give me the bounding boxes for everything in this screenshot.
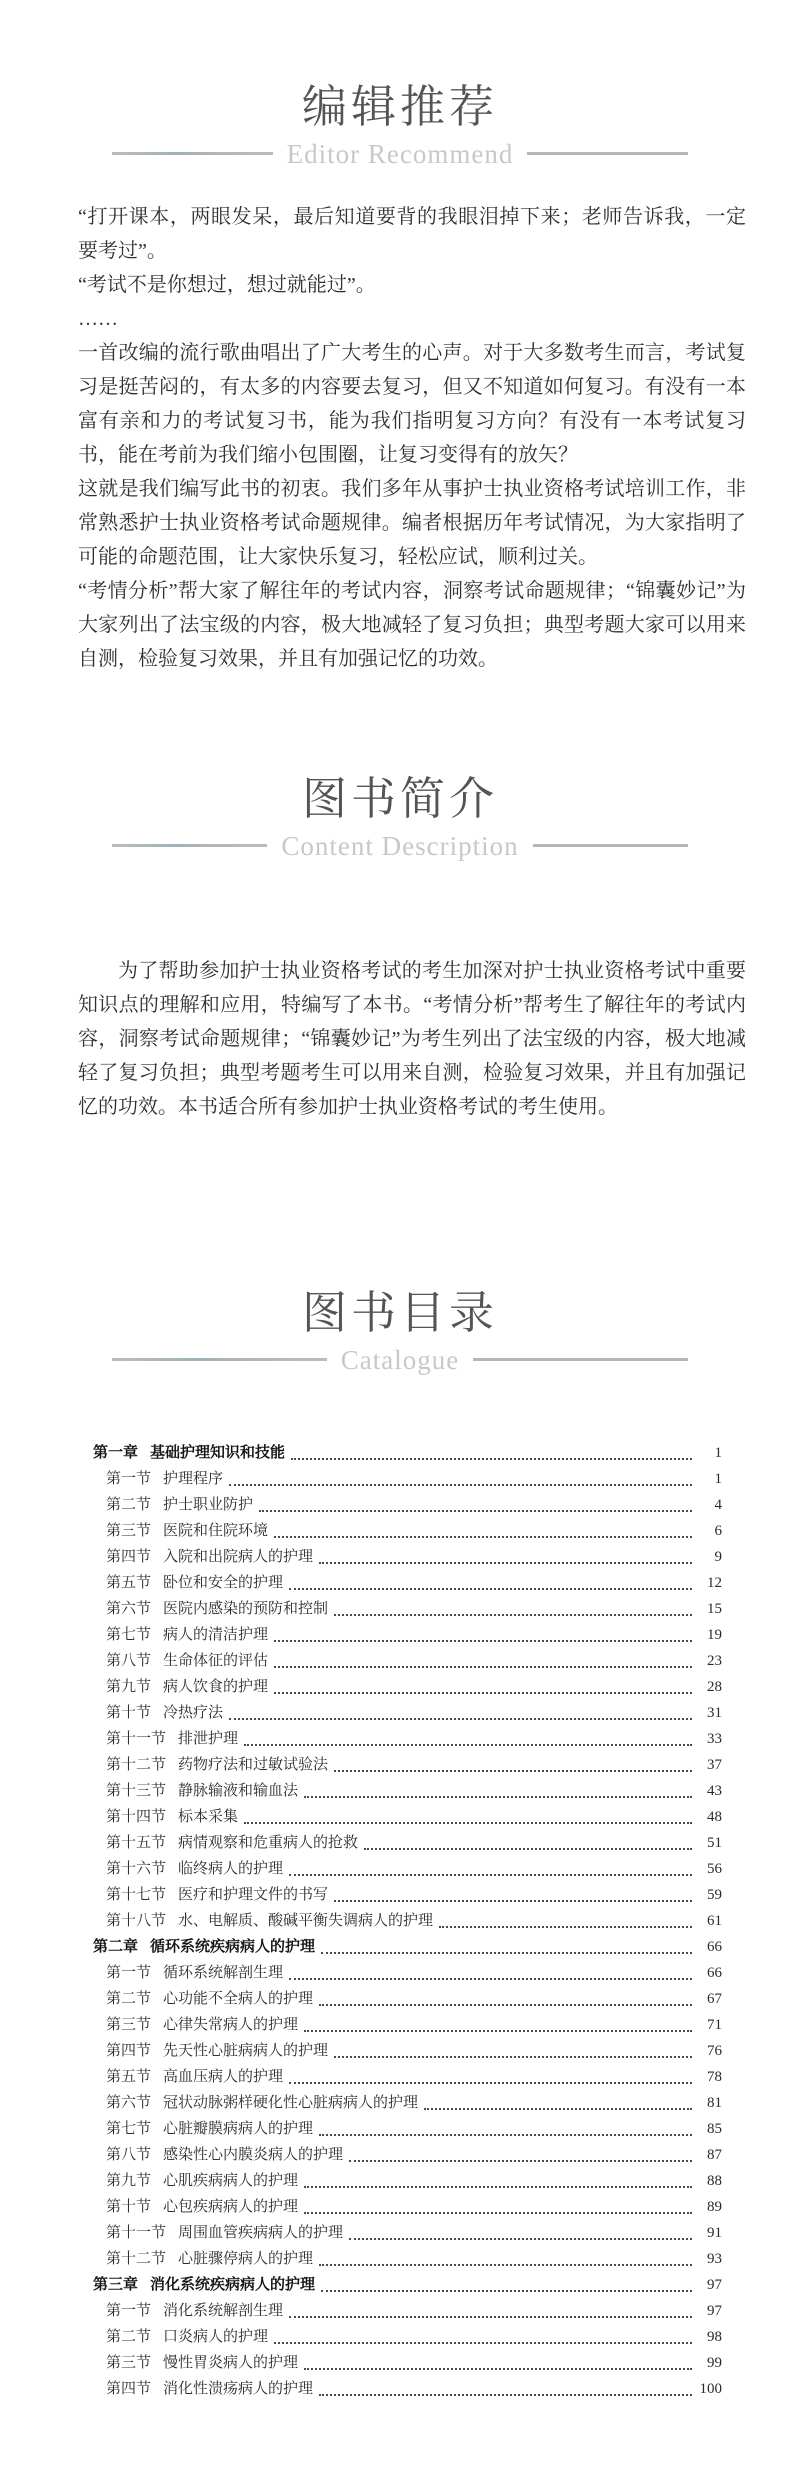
toc-entry-label: 第一节 (106, 2303, 152, 2319)
toc-entry-title: 生命体征的评估 (163, 1653, 269, 1669)
toc-row (93, 1440, 722, 1466)
toc-entry-label: 第六节 (106, 2095, 152, 2111)
toc-entry-title: 口炎病人的护理 (163, 2329, 269, 2345)
toc-row (93, 1622, 722, 1648)
toc-row (93, 1492, 722, 1518)
toc-entry-label: 第十一节 (106, 2225, 167, 2241)
toc-entry-title: 循环系统解剖生理 (163, 1965, 284, 1981)
toc-row (93, 1804, 722, 1830)
toc-page-number: 61 (707, 1913, 722, 1929)
toc-entry-title: 卧位和安全的护理 (163, 1575, 284, 1591)
toc-entry-label: 第二节 (106, 1991, 152, 2007)
toc-dot-leader (304, 2368, 692, 2370)
toc-entry-label: 第二章 (93, 1939, 139, 1955)
toc-row (93, 2012, 722, 2038)
toc-entry-label: 第一章 (93, 1445, 139, 1461)
toc-dot-leader (319, 2264, 692, 2266)
toc-page-number: 19 (707, 1627, 722, 1643)
toc-page-number: 66 (707, 1939, 722, 1955)
toc-row (93, 1778, 722, 1804)
toc-entry-label: 第四节 (106, 2043, 152, 2059)
toc-entry-label: 第五节 (106, 1575, 152, 1591)
section-title-cn: 编辑推荐 (301, 81, 498, 132)
table-of-contents (93, 1440, 722, 2402)
toc-entry-title: 心律失常病人的护理 (163, 2017, 299, 2033)
toc-entry-label: 第十八节 (106, 1913, 167, 1929)
toc-entry-title: 医疗和护理文件的书写 (178, 1887, 329, 1903)
paragraph: “考情分析”帮大家了解往年的考试内容，洞察考试命题规律；“锦囊妙记”为大家列出了法宝级的内容，极大地减轻了复习负担；典型考题大家可以用来自测，检验复习效果，并且有加强记忆的功效。 (78, 580, 746, 670)
toc-dot-leader (229, 1484, 692, 1486)
section-subtitle-en: Editor Recommend (286, 139, 514, 169)
section-subtitle-en: Catalogue (340, 1345, 460, 1375)
toc-row (93, 1830, 722, 1856)
toc-row (93, 1570, 722, 1596)
toc-page-number: 56 (707, 1861, 722, 1877)
toc-entry-label: 第十一节 (106, 1731, 167, 1747)
toc-page-number: 87 (707, 2147, 722, 2163)
toc-entry-label: 第十节 (106, 2199, 152, 2215)
toc-row (93, 1726, 722, 1752)
toc-entry-label: 第一节 (106, 1965, 152, 1981)
toc-dot-leader (244, 1822, 692, 1824)
toc-dot-leader (289, 2316, 692, 2318)
toc-page-number: 66 (707, 1965, 722, 1981)
toc-dot-leader (349, 2160, 692, 2162)
toc-dot-leader (364, 1848, 692, 1850)
toc-entry-title: 入院和出院病人的护理 (163, 1549, 314, 1565)
toc-page-number: 59 (707, 1887, 722, 1903)
section-heading (0, 1287, 800, 1380)
section-subtitle-row (112, 830, 688, 866)
toc-dot-leader (319, 2394, 692, 2396)
toc-row (93, 1466, 722, 1492)
toc-row (93, 1986, 722, 2012)
toc-row (93, 2324, 722, 2350)
toc-page-number: 12 (707, 1575, 722, 1591)
toc-dot-leader (259, 1510, 692, 1512)
toc-entry-label: 第九节 (106, 2173, 152, 2189)
toc-entry-title: 冷热疗法 (163, 1705, 224, 1721)
toc-entry-title: 医院内感染的预防和控制 (163, 1601, 329, 1617)
toc-row (93, 1960, 722, 1986)
toc-row (93, 2246, 722, 2272)
toc-dot-leader (289, 1978, 692, 1980)
toc-dot-leader (319, 2134, 692, 2136)
toc-page-number: 37 (707, 1757, 722, 1773)
toc-dot-leader (334, 1770, 692, 1772)
toc-page-number: 9 (714, 1549, 722, 1565)
section-title-cn: 图书简介 (301, 773, 498, 824)
paragraph: 为了帮助参加护士执业资格考试的考生加深对护士执业资格考试中重要知识点的理解和应用，特编写了本书。“考情分析”帮考生了解往年的考试内容，洞察考试命题规律；“锦囊妙记”为考生列出了法宝级的内容，极大地减轻了复习负担；典型考题考生可以用来自测，检验复习效果，并且有加强记忆的功效。本书适合所有参加护士执业资格考试的考生使用。 (78, 960, 746, 1118)
toc-page-number: 6 (714, 1523, 722, 1539)
toc-row (93, 2194, 722, 2220)
toc-dot-leader (334, 1900, 692, 1902)
toc-entry-label: 第八节 (106, 1653, 152, 1669)
toc-page-number: 88 (707, 2173, 722, 2189)
toc-dot-leader (439, 1926, 692, 1928)
toc-dot-leader (349, 2238, 692, 2240)
toc-entry-title: 病情观察和危重病人的抢救 (178, 1835, 359, 1851)
toc-entry-title: 护士职业防护 (163, 1497, 254, 1513)
toc-row (93, 2142, 722, 2168)
toc-entry-label: 第三节 (106, 2017, 152, 2033)
toc-entry-label: 第十二节 (106, 2251, 167, 2267)
toc-page-number: 100 (699, 2381, 722, 2397)
section-heading (0, 773, 800, 866)
toc-entry-label: 第十四节 (106, 1809, 167, 1825)
toc-row (93, 1648, 722, 1674)
toc-row (93, 1908, 722, 1934)
toc-row (93, 1596, 722, 1622)
toc-row (93, 1752, 722, 1778)
toc-page-number: 1 (714, 1445, 722, 1461)
toc-row (93, 1674, 722, 1700)
heading-rule-left (112, 152, 273, 155)
section-catalogue (0, 1287, 800, 2402)
toc-entry-title: 静脉输液和输血法 (178, 1783, 299, 1799)
toc-entry-title: 冠状动脉粥样硬化性心脏病病人的护理 (163, 2095, 419, 2111)
toc-row (93, 2038, 722, 2064)
toc-row (93, 1856, 722, 1882)
toc-page-number: 33 (707, 1731, 722, 1747)
toc-entry-title: 护理程序 (163, 1471, 224, 1487)
toc-entry-label: 第三章 (93, 2277, 139, 2293)
toc-page-number: 23 (707, 1653, 722, 1669)
toc-entry-label: 第六节 (106, 1601, 152, 1617)
toc-entry-title: 循环系统疾病病人的护理 (150, 1939, 316, 1955)
toc-entry-title: 临终病人的护理 (178, 1861, 284, 1877)
toc-entry-title: 先天性心脏病病人的护理 (163, 2043, 329, 2059)
toc-entry-label: 第八节 (106, 2147, 152, 2163)
toc-page-number: 1 (714, 1471, 722, 1487)
toc-entry-label: 第十六节 (106, 1861, 167, 1877)
toc-page-number: 67 (707, 1991, 722, 2007)
paragraph: 这就是我们编写此书的初衷。我们多年从事护士执业资格考试培训工作，非常熟悉护士执业资格考试命题规律。编者根据历年考试情况，为大家指明了可能的命题范围，让大家快乐复习，轻松应试，顺利过关。 (78, 478, 746, 568)
toc-entry-label: 第三节 (106, 2355, 152, 2371)
toc-entry-title: 病人饮食的护理 (163, 1679, 269, 1695)
toc-dot-leader (274, 1692, 692, 1694)
toc-entry-title: 心功能不全病人的护理 (163, 1991, 314, 2007)
toc-page-number: 4 (714, 1497, 722, 1513)
toc-row (93, 2116, 722, 2142)
toc-dot-leader (274, 2342, 692, 2344)
toc-entry-title: 高血压病人的护理 (163, 2069, 284, 2085)
toc-entry-title: 药物疗法和过敏试验法 (178, 1757, 329, 1773)
toc-dot-leader (321, 1952, 692, 1954)
toc-page-number: 71 (707, 2017, 722, 2033)
toc-page-number: 51 (707, 1835, 722, 1851)
paragraph: 一首改编的流行歌曲唱出了广大考生的心声。对于大多数考生而言，考试复习是挺苦闷的，有太多的内容要去复习，但又不知道如何复习。有没有一本富有亲和力的考试复习书，能为我们指明复习方向？有没有一本考试复习书，能在考前为我们缩小包围圈，让复习变得有的放矢？ (78, 342, 746, 466)
toc-entry-title: 消化性溃疡病人的护理 (163, 2381, 314, 2397)
toc-entry-title: 水、电解质、酸碱平衡失调病人的护理 (178, 1913, 434, 1929)
toc-entry-label: 第七节 (106, 1627, 152, 1643)
section-subtitle-row (112, 138, 688, 174)
toc-entry-title: 心包疾病病人的护理 (163, 2199, 299, 2215)
editor-recommend-body (78, 200, 746, 676)
toc-page-number: 15 (707, 1601, 722, 1617)
toc-entry-label: 第十五节 (106, 1835, 167, 1851)
toc-dot-leader (319, 2004, 692, 2006)
toc-dot-leader (244, 1744, 692, 1746)
toc-page-number: 99 (707, 2355, 722, 2371)
toc-entry-title: 基础护理知识和技能 (150, 1445, 286, 1461)
toc-entry-title: 心脏瓣膜病病人的护理 (163, 2121, 314, 2137)
toc-dot-leader (334, 1614, 692, 1616)
toc-entry-label: 第二节 (106, 1497, 152, 1513)
heading-rule-left (112, 844, 267, 847)
toc-row (93, 1518, 722, 1544)
heading-rule-right (527, 152, 688, 155)
section-subtitle-en: Content Description (281, 831, 519, 861)
paragraph: “考试不是你想过，想过就能过”。 (78, 274, 376, 296)
toc-page-number: 48 (707, 1809, 722, 1825)
toc-dot-leader (274, 1640, 692, 1642)
section-heading (0, 81, 800, 174)
paragraph: …… (78, 308, 118, 330)
toc-row (93, 2064, 722, 2090)
toc-page-number: 93 (707, 2251, 722, 2267)
toc-row (93, 2272, 722, 2298)
toc-entry-title: 消化系统疾病病人的护理 (150, 2277, 316, 2293)
toc-row (93, 2350, 722, 2376)
toc-page-number: 28 (707, 1679, 722, 1695)
toc-page-number: 43 (707, 1783, 722, 1799)
toc-row (93, 2220, 722, 2246)
toc-row (93, 2168, 722, 2194)
toc-page-number: 78 (707, 2069, 722, 2085)
toc-dot-leader (319, 1562, 692, 1564)
toc-dot-leader (229, 1718, 692, 1720)
toc-entry-title: 心肌疾病病人的护理 (163, 2173, 299, 2189)
toc-entry-label: 第二节 (106, 2329, 152, 2345)
toc-page-number: 81 (707, 2095, 722, 2111)
toc-dot-leader (291, 1458, 692, 1460)
toc-entry-label: 第一节 (106, 1471, 152, 1487)
toc-dot-leader (274, 1666, 692, 1668)
toc-entry-label: 第四节 (106, 1549, 152, 1565)
toc-row (93, 2376, 722, 2402)
toc-entry-title: 慢性胃炎病人的护理 (163, 2355, 299, 2371)
toc-dot-leader (304, 2030, 692, 2032)
toc-dot-leader (289, 1874, 692, 1876)
toc-entry-label: 第七节 (106, 2121, 152, 2137)
section-subtitle-row (112, 1344, 688, 1380)
toc-row (93, 2090, 722, 2116)
toc-entry-title: 感染性心内膜炎病人的护理 (163, 2147, 344, 2163)
toc-page-number: 89 (707, 2199, 722, 2215)
toc-page-number: 85 (707, 2121, 722, 2137)
toc-entry-title: 病人的清洁护理 (163, 1627, 269, 1643)
toc-entry-title: 周围血管疾病病人的护理 (178, 2225, 344, 2241)
toc-entry-title: 心脏骤停病人的护理 (178, 2251, 314, 2267)
toc-entry-label: 第十二节 (106, 1757, 167, 1773)
toc-dot-leader (321, 2290, 692, 2292)
toc-page-number: 91 (707, 2225, 722, 2241)
toc-row (93, 1882, 722, 1908)
toc-page-number: 97 (707, 2303, 722, 2319)
toc-page-number: 31 (707, 1705, 722, 1721)
toc-entry-label: 第十节 (106, 1705, 152, 1721)
section-title-cn: 图书目录 (301, 1287, 498, 1338)
paragraph: “打开课本，两眼发呆，最后知道要背的我眼泪掉下来；老师告诉我，一定要考过”。 (78, 206, 746, 262)
toc-entry-label: 第十三节 (106, 1783, 167, 1799)
content-description-body (78, 954, 746, 1124)
toc-dot-leader (289, 1588, 692, 1590)
toc-page-number: 76 (707, 2043, 722, 2059)
toc-dot-leader (289, 2082, 692, 2084)
toc-dot-leader (334, 2056, 692, 2058)
toc-entry-label: 第十七节 (106, 1887, 167, 1903)
toc-entry-title: 医院和住院环境 (163, 1523, 269, 1539)
toc-dot-leader (304, 2186, 692, 2188)
toc-dot-leader (304, 1796, 692, 1798)
toc-page-number: 98 (707, 2329, 722, 2345)
heading-rule-right (473, 1358, 688, 1361)
toc-dot-leader (274, 1536, 692, 1538)
toc-entry-title: 消化系统解剖生理 (163, 2303, 284, 2319)
heading-rule-right (533, 844, 688, 847)
toc-row (93, 1544, 722, 1570)
toc-page-number: 97 (707, 2277, 722, 2293)
toc-entry-label: 第四节 (106, 2381, 152, 2397)
heading-rule-left (112, 1358, 327, 1361)
toc-row (93, 2298, 722, 2324)
toc-row (93, 1700, 722, 1726)
toc-entry-title: 标本采集 (178, 1809, 239, 1825)
toc-entry-label: 第五节 (106, 2069, 152, 2085)
toc-entry-label: 第九节 (106, 1679, 152, 1695)
toc-dot-leader (304, 2212, 692, 2214)
toc-entry-label: 第三节 (106, 1523, 152, 1539)
toc-entry-title: 排泄护理 (178, 1731, 239, 1747)
toc-row (93, 1934, 722, 1960)
toc-dot-leader (424, 2108, 692, 2110)
section-editor-recommend (0, 0, 800, 676)
section-content-description (0, 773, 800, 1124)
